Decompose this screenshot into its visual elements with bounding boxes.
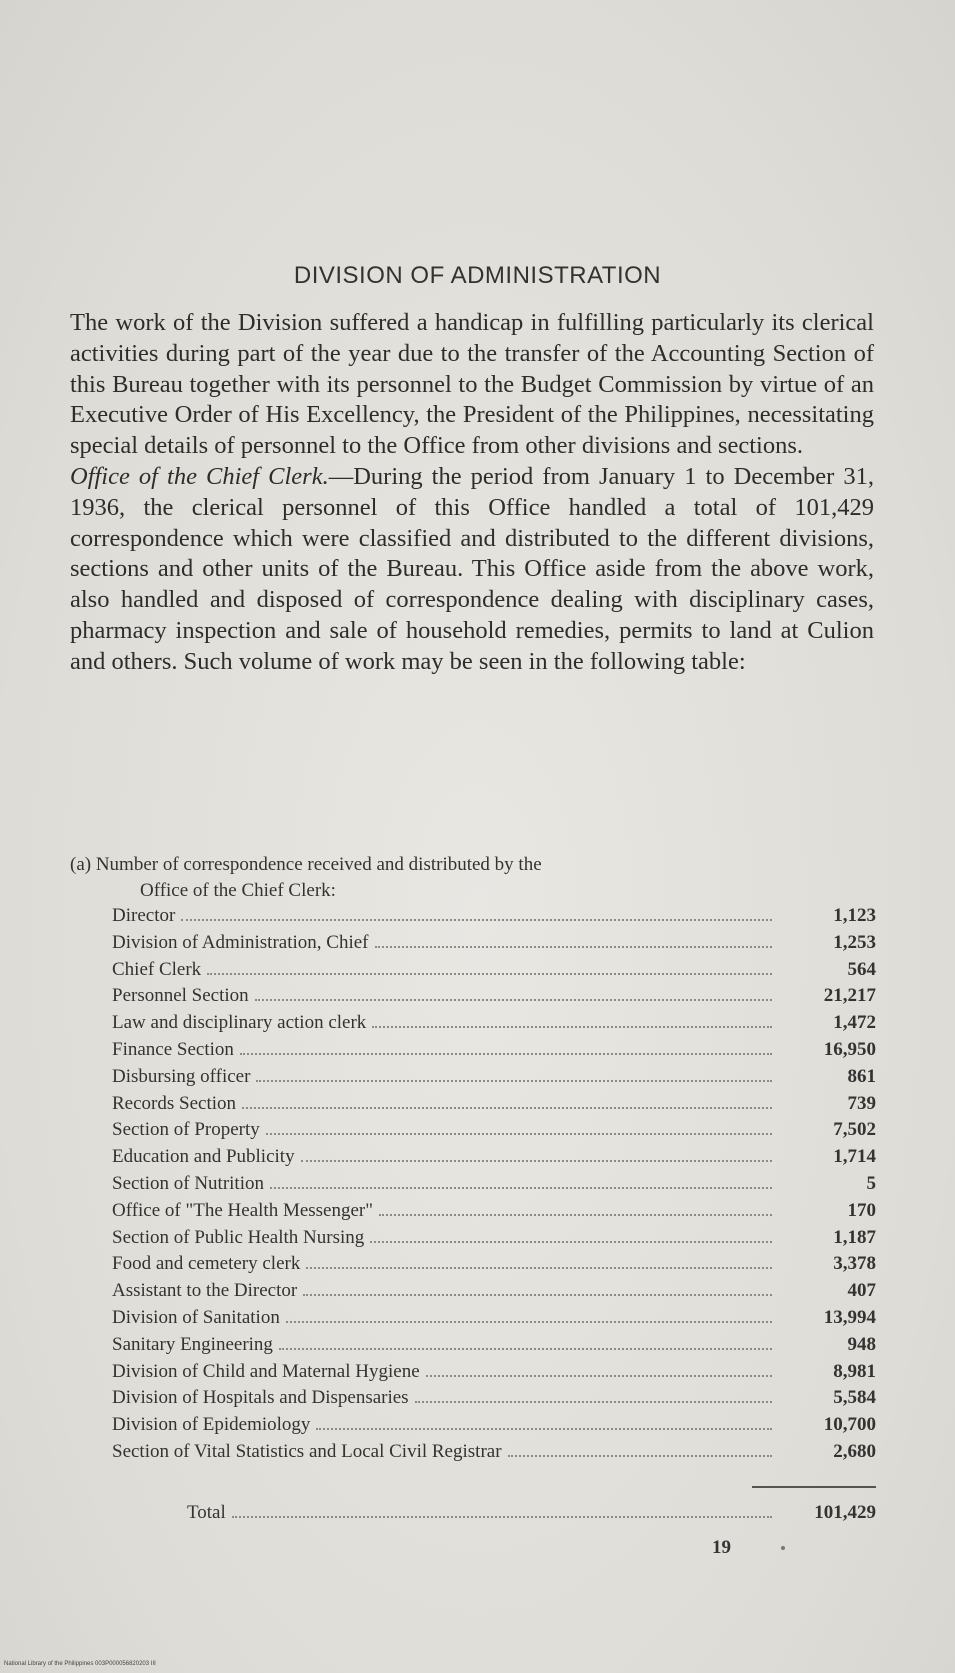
paragraph-1-text: The work of the Division suffered a handicap in fulfilling particularly its clerical activities during part of the year due to the transfer of the Accounting Section of this Bureau together with its personnel to the Budget Commission by virtue of an Executive Order of His Excellency, the President of the Philippines, necessitating special details of personnel to the Office from other divisions and sections. xyxy=(70,309,874,460)
row-label: Division of Sanitation xyxy=(112,1306,280,1328)
row-value: 2,680 xyxy=(833,1440,876,1462)
total-label: Total xyxy=(187,1502,226,1523)
row-label: Assistant to the Director xyxy=(112,1280,298,1302)
correspondence-table xyxy=(112,905,876,1468)
leader-dots xyxy=(301,1159,772,1162)
leader-dots xyxy=(426,1374,772,1377)
leader-dots xyxy=(379,1213,772,1216)
row-value: 1,714 xyxy=(833,1146,876,1168)
row-value: 948 xyxy=(847,1333,876,1355)
row-label: Division of Hospitals and Dispensaries xyxy=(112,1387,409,1409)
row-label: Division of Child and Maternal Hygiene xyxy=(112,1360,420,1382)
table-row xyxy=(112,1387,876,1414)
leader-dots xyxy=(240,1052,772,1055)
section-heading: DIVISION OF ADMINISTRATION xyxy=(293,262,662,289)
row-label: Division of Administration, Chief xyxy=(112,931,369,953)
table-row xyxy=(112,1227,876,1254)
table-row xyxy=(112,1307,876,1334)
table-row xyxy=(112,1093,876,1120)
total-row xyxy=(112,1502,876,1529)
row-value: 7,502 xyxy=(833,1119,876,1141)
leader-dots xyxy=(181,918,772,921)
row-label: Sanitary Engineering xyxy=(112,1333,273,1355)
row-value: 1,123 xyxy=(833,905,876,926)
leader-dots xyxy=(256,1079,772,1082)
row-value: 10,700 xyxy=(823,1414,876,1436)
row-value: 1,472 xyxy=(833,1012,876,1034)
leader-dots xyxy=(279,1347,772,1350)
row-label: Law and disciplinary action clerk xyxy=(112,1012,367,1034)
row-label: Chief Clerk xyxy=(112,958,202,980)
table-row xyxy=(112,1334,876,1361)
leader-dots xyxy=(303,1293,772,1296)
table-row xyxy=(112,1441,876,1468)
table-row xyxy=(112,1146,876,1173)
row-label: Personnel Section xyxy=(112,985,249,1007)
row-value: 16,950 xyxy=(823,1038,876,1060)
table-row xyxy=(112,1414,876,1441)
paragraph-2-lead: Office of the Chief Clerk. xyxy=(70,462,329,490)
row-label: Section of Nutrition xyxy=(112,1172,264,1194)
table-intro-line-1: (a) Number of correspondence received and distributed by the xyxy=(70,854,542,875)
row-label: Division of Epidemiology xyxy=(112,1414,311,1436)
paragraph-2 xyxy=(70,462,874,678)
row-value: 5 xyxy=(866,1172,876,1194)
row-value: 13,994 xyxy=(823,1306,876,1328)
row-label: Section of Vital Statistics and Local Civil Registrar xyxy=(112,1440,502,1462)
body-text xyxy=(70,308,874,678)
leader-dots xyxy=(316,1427,772,1430)
table-intro-line-2: Office of the Chief Clerk: xyxy=(140,880,336,901)
row-value: 5,584 xyxy=(833,1387,876,1409)
leader-dots xyxy=(508,1454,772,1457)
table-row xyxy=(112,1200,876,1227)
paragraph-2-text: —During the period from January 1 to December 31, 1936, the clerical personnel of this Office handled a total of 101,429 correspondence which were classified and distributed to the different divisions, sections and other units of the Bureau. This Office aside from the above work, also handled and disposed of correspondence dealing with disciplinary cases, pharmacy inspection and sale of household remedies, permits to land at Culion and others. Such volume of work may be seen in the following table: xyxy=(70,462,874,675)
leader-dots xyxy=(266,1132,772,1135)
footer-credit: National Library of the Philippines 003P000056820203 III xyxy=(4,1661,156,1667)
row-value: 861 xyxy=(847,1065,876,1087)
row-value: 3,378 xyxy=(833,1253,876,1275)
leader-dots xyxy=(372,1025,772,1028)
row-label: Director xyxy=(112,905,176,926)
page-number: 19 xyxy=(712,1537,731,1558)
row-label: Section of Public Health Nursing xyxy=(112,1226,365,1248)
row-value: 1,187 xyxy=(833,1226,876,1248)
row-label: Records Section xyxy=(112,1092,237,1114)
row-label: Education and Publicity xyxy=(112,1146,295,1168)
leader-dots xyxy=(370,1240,772,1243)
total-rule xyxy=(752,1486,876,1488)
leader-dots xyxy=(306,1266,772,1269)
total-block xyxy=(112,1502,876,1529)
table-row xyxy=(112,932,876,959)
row-label: Disbursing officer xyxy=(112,1065,251,1087)
speck xyxy=(781,1546,785,1550)
table-intro xyxy=(70,852,770,904)
table-row xyxy=(112,905,876,932)
leader-dots xyxy=(415,1400,772,1403)
row-label: Section of Property xyxy=(112,1119,260,1141)
row-value: 564 xyxy=(847,958,876,980)
leader-dots xyxy=(242,1106,772,1109)
row-label: Office of "The Health Messenger" xyxy=(112,1199,374,1221)
table-row xyxy=(112,1012,876,1039)
table-row xyxy=(112,1280,876,1307)
leader-dots xyxy=(255,998,772,1001)
table-row xyxy=(112,1361,876,1388)
row-label: Finance Section xyxy=(112,1038,234,1060)
row-label: Food and cemetery clerk xyxy=(112,1253,301,1275)
leader-dots xyxy=(270,1186,772,1189)
leader-dots xyxy=(375,945,773,948)
total-value: 101,429 xyxy=(814,1502,876,1523)
leader-dots xyxy=(286,1320,772,1323)
row-value: 170 xyxy=(847,1199,876,1221)
table-row xyxy=(112,959,876,986)
table-row xyxy=(112,985,876,1012)
table-row xyxy=(112,1039,876,1066)
row-value: 1,253 xyxy=(833,931,876,953)
table-row xyxy=(112,1253,876,1280)
row-value: 739 xyxy=(847,1092,876,1114)
table-row xyxy=(112,1119,876,1146)
row-value: 407 xyxy=(847,1280,876,1302)
table-row xyxy=(112,1066,876,1093)
leader-dots xyxy=(207,972,772,975)
row-value: 21,217 xyxy=(823,985,876,1007)
row-value: 8,981 xyxy=(833,1360,876,1382)
leader-dots xyxy=(232,1515,772,1518)
paragraph-1 xyxy=(70,308,874,462)
table-row xyxy=(112,1173,876,1200)
